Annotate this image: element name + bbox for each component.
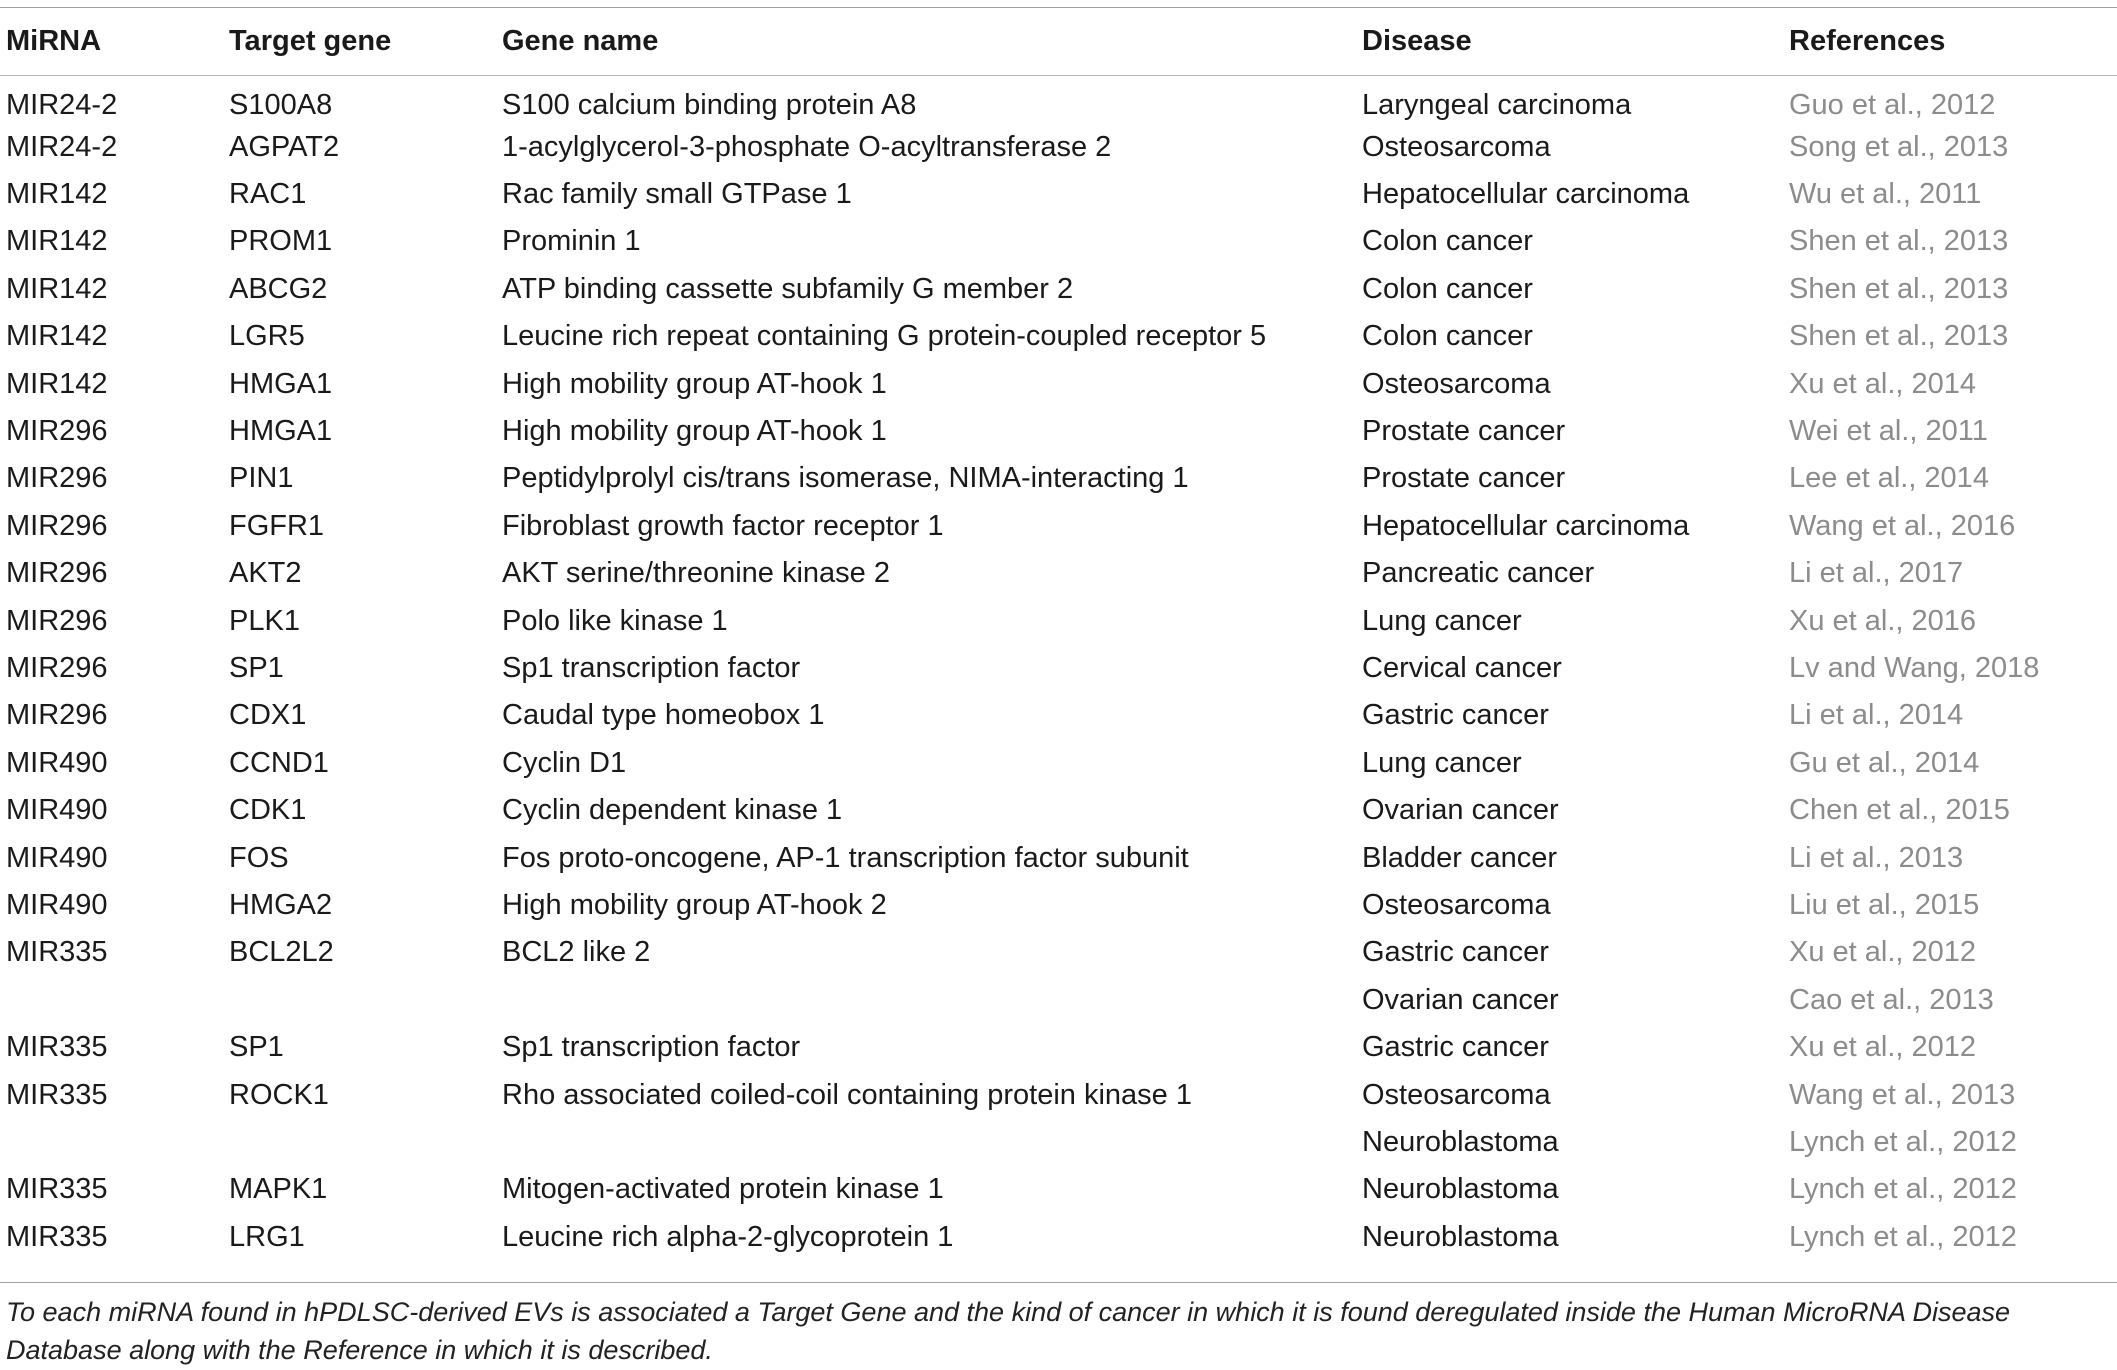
target-gene-cell: PLK1 (229, 604, 300, 637)
gene-name-cell: Rho associated coiled-coil containing protein kinase 1 (502, 1078, 1192, 1111)
gene-name-cell: Prominin 1 (502, 225, 641, 258)
mirna-cell: MIR296 (6, 462, 108, 495)
mirna-cell: MIR142 (6, 320, 108, 353)
gene-name-cell: High mobility group AT-hook 1 (502, 367, 887, 400)
table-row (0, 455, 2117, 502)
gene-name-cell (496, 1119, 1356, 1166)
disease-cell: Laryngeal carcinoma (1362, 89, 1632, 122)
gene-name-cell: Polo like kinase 1 (502, 604, 728, 637)
gene-name-cell: ATP binding cassette subfamily G member 2 (502, 272, 1074, 305)
table-row (0, 1071, 2117, 1118)
target-gene-cell: HMGA2 (229, 888, 333, 921)
table-row (0, 1024, 2117, 1071)
gene-name-cell: BCL2 like 2 (502, 936, 651, 969)
reference-cell: Song et al., 2013 (1789, 130, 2009, 163)
gene-name-cell: Leucine rich repeat containing G protein-coupled receptor 5 (502, 320, 1267, 353)
table-row (0, 360, 2117, 407)
target-gene-cell: CDX1 (229, 699, 307, 732)
reference-cell: Lee et al., 2014 (1789, 462, 1989, 495)
table-row (0, 124, 2117, 171)
table-row (0, 171, 2117, 218)
gene-name-cell: Cyclin dependent kinase 1 (502, 794, 843, 827)
target-gene-cell: HMGA1 (229, 367, 333, 400)
gene-name-cell: Caudal type homeobox 1 (502, 699, 825, 732)
disease-cell: Ovarian cancer (1362, 794, 1559, 827)
reference-cell: Shen et al., 2013 (1789, 225, 2009, 258)
table-row (0, 75, 2117, 124)
gene-name-cell: Fibroblast growth factor receptor 1 (502, 509, 944, 542)
mirna-cell: MIR296 (6, 604, 108, 637)
disease-cell: Prostate cancer (1362, 462, 1566, 495)
mirna-cell: MIR335 (6, 1031, 108, 1064)
disease-cell: Neuroblastoma (1362, 1173, 1559, 1206)
target-gene-cell: LGR5 (229, 320, 305, 353)
mirna-cell: MIR142 (6, 272, 108, 305)
disease-cell: Colon cancer (1362, 272, 1533, 305)
mirna-cell: MIR335 (6, 1173, 108, 1206)
table-row (0, 1119, 2117, 1166)
table-row (0, 882, 2117, 929)
table-row (0, 597, 2117, 644)
mirna-cell: MIR296 (6, 699, 108, 732)
disease-cell: Lung cancer (1362, 746, 1522, 779)
table-row (0, 834, 2117, 881)
mirna-cell: MIR335 (6, 936, 108, 969)
gene-name-cell: Fos proto-oncogene, AP-1 transcription factor subunit (502, 841, 1189, 874)
table-row (0, 503, 2117, 550)
disease-cell: Lung cancer (1362, 604, 1522, 637)
reference-cell: Li et al., 2013 (1789, 841, 1964, 874)
table-row (0, 977, 2117, 1024)
reference-cell: Shen et al., 2013 (1789, 272, 2009, 305)
target-gene-cell: FGFR1 (229, 509, 325, 542)
gene-name-cell: Sp1 transcription factor (502, 651, 801, 684)
mirna-cell: MIR296 (6, 509, 108, 542)
table-row (0, 1166, 2117, 1213)
gene-name-cell: Rac family small GTPase 1 (502, 178, 852, 211)
mirna-cell: MIR142 (6, 225, 108, 258)
table-row (0, 313, 2117, 360)
disease-cell: Osteosarcoma (1362, 888, 1551, 921)
target-gene-cell (223, 977, 496, 1024)
disease-cell: Cervical cancer (1362, 651, 1562, 684)
gene-name-cell: Cyclin D1 (502, 746, 627, 779)
reference-cell: Wang et al., 2016 (1789, 509, 2016, 542)
mirna-cell: MIR296 (6, 651, 108, 684)
header-gene-name: Gene name (502, 25, 659, 57)
gene-name-cell: Peptidylprolyl cis/trans isomerase, NIMA-interacting 1 (502, 462, 1189, 495)
target-gene-cell (223, 1119, 496, 1166)
reference-cell: Guo et al., 2012 (1789, 89, 1996, 122)
target-gene-cell: FOS (229, 841, 289, 874)
target-gene-cell: PIN1 (229, 462, 294, 495)
header-target-gene: Target gene (229, 25, 392, 57)
disease-cell: Prostate cancer (1362, 415, 1566, 448)
target-gene-cell: AKT2 (229, 557, 302, 590)
gene-name-cell (496, 977, 1356, 1024)
table-row (0, 645, 2117, 692)
reference-cell: Shen et al., 2013 (1789, 320, 2009, 353)
reference-cell: Cao et al., 2013 (1789, 983, 1994, 1016)
header-mirna: MiRNA (6, 25, 102, 57)
target-gene-cell: SP1 (229, 651, 284, 684)
target-gene-cell: ROCK1 (229, 1078, 329, 1111)
mirna-cell: MIR490 (6, 794, 108, 827)
table-row (0, 550, 2117, 597)
reference-cell: Lv and Wang, 2018 (1789, 651, 2040, 684)
target-gene-cell: MAPK1 (229, 1173, 328, 1206)
reference-cell: Lynch et al., 2012 (1789, 1220, 2017, 1253)
mirna-cell: MIR490 (6, 841, 108, 874)
target-gene-cell: RAC1 (229, 178, 307, 211)
disease-cell: Osteosarcoma (1362, 367, 1551, 400)
reference-cell: Gu et al., 2014 (1789, 746, 1980, 779)
target-gene-cell: BCL2L2 (229, 936, 334, 969)
disease-cell: Osteosarcoma (1362, 1078, 1551, 1111)
table-bottom-rule (0, 1282, 2117, 1283)
table-row (0, 740, 2117, 787)
disease-cell: Pancreatic cancer (1362, 557, 1595, 590)
target-gene-cell: SP1 (229, 1031, 284, 1064)
gene-name-cell: Leucine rich alpha-2-glycoprotein 1 (502, 1220, 954, 1253)
reference-cell: Xu et al., 2012 (1789, 1031, 1977, 1064)
table-row (0, 1213, 2117, 1260)
mirna-cell (0, 977, 223, 1024)
disease-cell: Hepatocellular carcinoma (1362, 509, 1690, 542)
table-body (0, 75, 2117, 1261)
table-row (0, 692, 2117, 739)
reference-cell: Li et al., 2014 (1789, 699, 1964, 732)
reference-cell: Lynch et al., 2012 (1789, 1125, 2017, 1158)
header-row (0, 8, 2117, 75)
table-row (0, 408, 2117, 455)
reference-cell: Xu et al., 2012 (1789, 936, 1977, 969)
gene-name-cell: High mobility group AT-hook 1 (502, 415, 887, 448)
header-references: References (1789, 25, 1946, 57)
table-row (0, 218, 2117, 265)
reference-cell: Xu et al., 2014 (1789, 367, 1977, 400)
mirna-cell: MIR335 (6, 1078, 108, 1111)
table-row (0, 266, 2117, 313)
reference-cell: Wei et al., 2011 (1789, 415, 1988, 448)
reference-cell: Lynch et al., 2012 (1789, 1173, 2017, 1206)
target-gene-cell: S100A8 (229, 89, 333, 122)
gene-name-cell: S100 calcium binding protein A8 (502, 89, 917, 122)
gene-name-cell: 1-acylglycerol-3-phosphate O-acyltransferase 2 (502, 130, 1112, 163)
reference-cell: Liu et al., 2015 (1789, 888, 1980, 921)
reference-cell: Xu et al., 2016 (1789, 604, 1977, 637)
disease-cell: Colon cancer (1362, 320, 1533, 353)
gene-name-cell: Mitogen-activated protein kinase 1 (502, 1173, 944, 1206)
target-gene-cell: PROM1 (229, 225, 333, 258)
mirna-cell: MIR142 (6, 367, 108, 400)
target-gene-cell: CCND1 (229, 746, 329, 779)
mirna-cell: MIR490 (6, 746, 108, 779)
disease-cell: Gastric cancer (1362, 936, 1549, 969)
gene-name-cell: AKT serine/threonine kinase 2 (502, 557, 890, 590)
disease-cell: Osteosarcoma (1362, 130, 1551, 163)
target-gene-cell: HMGA1 (229, 415, 333, 448)
disease-cell: Gastric cancer (1362, 1031, 1549, 1064)
gene-name-cell: High mobility group AT-hook 2 (502, 888, 887, 921)
header-disease: Disease (1362, 25, 1472, 57)
reference-cell: Wang et al., 2013 (1789, 1078, 2016, 1111)
target-gene-cell: LRG1 (229, 1220, 305, 1253)
target-gene-cell: CDK1 (229, 794, 307, 827)
mirna-cell: MIR296 (6, 415, 108, 448)
disease-cell: Bladder cancer (1362, 841, 1558, 874)
mirna-cell (0, 1119, 223, 1166)
disease-cell: Gastric cancer (1362, 699, 1549, 732)
disease-cell: Ovarian cancer (1362, 983, 1559, 1016)
reference-cell: Chen et al., 2015 (1789, 794, 2010, 827)
mirna-cell: MIR296 (6, 557, 108, 590)
mirna-cell: MIR24-2 (6, 130, 118, 163)
disease-cell: Neuroblastoma (1362, 1125, 1559, 1158)
disease-cell: Neuroblastoma (1362, 1220, 1559, 1253)
disease-cell: Colon cancer (1362, 225, 1533, 258)
mirna-cell: MIR335 (6, 1220, 108, 1253)
mirna-cell: MIR490 (6, 888, 108, 921)
mirna-cell: MIR24-2 (6, 89, 118, 122)
target-gene-cell: AGPAT2 (229, 130, 340, 163)
reference-cell: Li et al., 2017 (1789, 557, 1964, 590)
mirna-target-table (0, 8, 2117, 1261)
table-row (0, 787, 2117, 834)
table-header (0, 8, 2117, 75)
gene-name-cell: Sp1 transcription factor (502, 1031, 801, 1064)
disease-cell: Hepatocellular carcinoma (1362, 178, 1690, 211)
table-caption: To each miRNA found in hPDLSC-derived EVs is associated a Target Gene and the kind of cancer in which it is found deregulated inside the Human MicroRNA Disease Database along with the Reference in which it is described. (6, 1297, 2011, 1365)
reference-cell: Wu et al., 2011 (1789, 178, 1982, 211)
target-gene-cell: ABCG2 (229, 272, 328, 305)
mirna-cell: MIR142 (6, 178, 108, 211)
table-row (0, 929, 2117, 976)
